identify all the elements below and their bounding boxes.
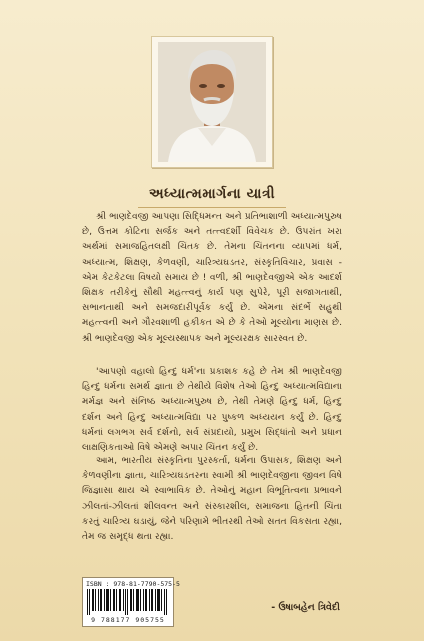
author-signature: - ઉષાબહેન ત્રિવેદી (271, 602, 340, 613)
paragraph-1-text: શ્રી ભાણદેવજી આપણા સિદ્ધિમન્ત અને પ્રતિભાશાળી અધ્યાત્મપુરુષ છે, ઉત્તમ કોટિના સર્જક અને તત્ત્વદર્શી વિવેચક છે. ઉપરાંત ખરા અર્થમાં સમાજહિતલક્ષી ચિંતક છે. તેમના ચિંતનના વ્યાપમાં ધર્મ, અધ્યાત્મ, શિક્ષણ, કેળવણી, ચારિત્ર્યઘડતર, સંસ્કૃતિવિચાર, પ્રવાસ - એમ કેટકેટલા વિષયો સમાય છે ! વળી, શ્રી ભાણદેવજીએ એક આદર્શ શિક્ષક તરીકેનું સૌથી મહત્ત્વનું કાર્ય પણ સુપેરે, પૂરી સજાગતાથી, સભાનતાથી અને સમજદારીપૂર્વક કર્યું છે. એમના સંદર્ભે સહુથી મહત્ત્વની અને ગૌરવશાળી હકીકત એ છે કે તેઓ મૂલ્યોના માણસ છે. શ્રી ભાણદેવજી એક મૂલ્યસ્થાપક અને મૂલ્યરક્ષક સારસ્વત છે. (82, 211, 342, 344)
paragraph-3 (82, 453, 342, 543)
barcode-digits: 9 788177 905755 (91, 616, 165, 624)
paragraph-2-text: 'આપણો વહાલો હિન્દુ ધર્મ'ના પ્રકાશક કહે છે તેમ શ્રી ભાણદેવજી હિન્દુ ધર્મના સમર્થ જ્ઞાતા છે તેથીયે વિશેષ તેઓ હિન્દુ અધ્યાત્મવિદ્યાના મર્મજ્ઞ અને સંનિષ્ઠ અધ્યાત્મપુરુષ છે, તેથી તેમણે હિન્દુ ધર્મ, હિન્દુ દર્શન અને હિન્દુ અધ્યાત્મવિદ્યા પર પુષ્કળ અધ્યયન કર્યું છે. હિન્દુ ધર્મનાં લગભગ સર્વ દર્શનો, સર્વ સંપ્રદાયો, પ્રમુખ સિદ્ધાંતો અને પ્રધાન લાક્ષણિકતાઓ વિષે એમણે અપાર ચિંતન કર્યું છે. (82, 366, 342, 454)
isbn-label: ISBN : 978-81-7790-575-5 (86, 580, 180, 588)
paragraph-3-text: આમ, ભારતીય સંસ્કૃતિના પુરસ્કર્તા, ધર્મના ઉપાસક, શિક્ષણ અને કેળવણીના જ્ઞાતા, ચારિત્ર્યઘડતરના સ્વામી શ્રી ભાણદેવજીના જીવન વિષે જિજ્ઞાસા થાય એ સ્વાભાવિક છે. તેઓનું મહાન વિભૂતિત્વના પ્રભાવને ઝીલતાં-ઝીલતાં શીલવન્ત અને સંસ્કારશીલ, સમાજના હિતની ચિંતા કરતું ચારિત્ર્ય ઘડાયું, જેને પરિણામે ભીતરથી તેઓ સતત વિકસતા રહ્યા, તેમ જ સમૃદ્ધ થતા રહ્યા. (82, 455, 342, 543)
page-title: અધ્યાત્મમાર્ગના યાત્રી (148, 186, 276, 202)
author-photo-frame (151, 36, 273, 168)
author-portrait-illustration (158, 42, 266, 162)
paragraph-1 (82, 209, 342, 361)
isbn-barcode (82, 577, 180, 627)
barcode-bars (87, 589, 169, 615)
title-divider (138, 207, 286, 208)
author-photo (158, 42, 266, 162)
paragraph-2 (82, 364, 342, 454)
